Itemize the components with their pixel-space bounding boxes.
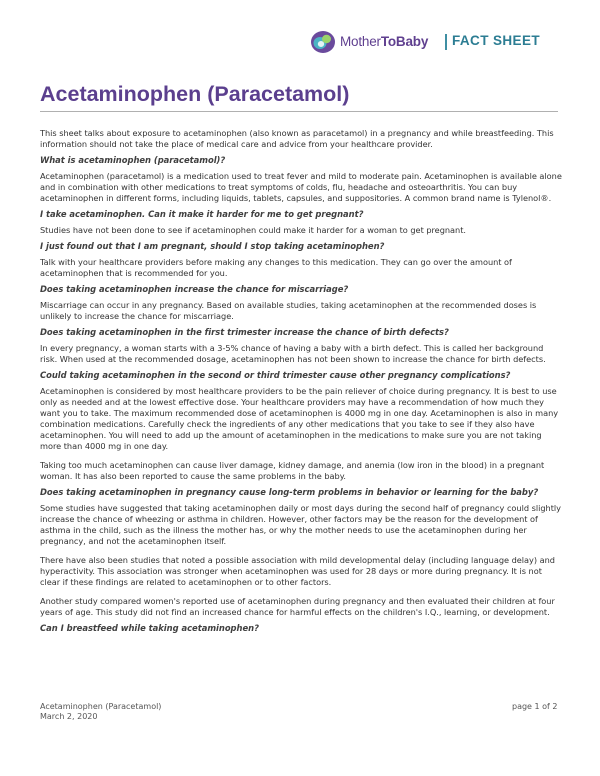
answer-fertility: Studies have not been done to see if acetaminophen could make it harder for a woman to get pregnant. bbox=[40, 225, 466, 235]
title-rule bbox=[40, 111, 558, 112]
answer-complications-1: Acetaminophen is considered by most healthcare providers to be the pain reliever of choice during pregnancy. It is best to use only as needed and at the lowest effective dose. Your healthcare providers may have a recommendation of how much they want you to take. The maximum recommended dose of acetaminophen is 4000 mg in one day. Acetaminophen is also in many combination medications. Carefully check the ingredients of any other medications that you take to see if they also have acetaminophen. You will need to add up the amount of acetaminophen in the medications to make sure you are not taking more than 4000 mg in one day. bbox=[40, 386, 559, 451]
answer-complications-2: Taking too much acetaminophen can cause liver damage, kidney damage, and anemia (low iron in the blood) in a pregnant woman. It has also been reported to cause the same problems in the baby. bbox=[40, 460, 545, 481]
answer-miscarriage: Miscarriage can occur in any pregnancy. Based on available studies, taking acetaminophen at the recommended doses is unlikely to increase the chance for miscarriage. bbox=[40, 300, 537, 321]
question-miscarriage: Does taking acetaminophen increase the chance for miscarriage? bbox=[40, 284, 349, 294]
brand-name: MotherToBaby bbox=[340, 34, 429, 49]
question-complications: Could taking acetaminophen in the second or third trimester cause other pregnancy complications? bbox=[40, 370, 511, 380]
footer-date: March 2, 2020 bbox=[40, 712, 98, 721]
doc-type-label: FACT SHEET bbox=[452, 33, 541, 48]
answer-birth-defects: In every pregnancy, a woman starts with a 3-5% chance of having a baby with a birth defect. This is called her background risk. When used at the recommended dosage, acetaminophen has not been shown to increase the chance for birth defects. bbox=[40, 343, 546, 364]
answer-what: Acetaminophen (paracetamol) is a medication used to treat fever and mild to moderate pain. Acetaminophen is available alone and in combination with other medications to treat symptoms of colds, flu, headache and osteoarthritis. You can buy acetaminophen in different forms, including liquids, tablets, capsules, and suppositories. A common brand name is Tylenol®. bbox=[40, 171, 562, 203]
question-breastfeed: Can I breastfeed while taking acetaminophen? bbox=[40, 623, 259, 633]
header-divider bbox=[445, 34, 447, 50]
answer-long-term-3: Another study compared women's reported use of acetaminophen during pregnancy and then evaluated their children at four years of age. This study did not find an increased chance for harmful effects on the children's I.Q., learning, or development. bbox=[40, 596, 555, 617]
intro-paragraph: This sheet talks about exposure to acetaminophen (also known as paracetamol) in a pregnancy and while breastfeeding. This information should not take the place of medical care and advice from your healthcare provider. bbox=[40, 128, 554, 149]
question-fertility: I take acetaminophen. Can it make it harder for me to get pregnant? bbox=[40, 209, 364, 219]
page-number: page 1 of 2 bbox=[512, 702, 558, 711]
question-stop: I just found out that I am pregnant, should I stop taking acetaminophen? bbox=[40, 241, 385, 251]
answer-stop: Talk with your healthcare providers before making any changes to this medication. They can go over the amount of acetaminophen that is recommended for you. bbox=[40, 257, 512, 278]
question-what: What is acetaminophen (paracetamol)? bbox=[40, 155, 226, 165]
question-birth-defects: Does taking acetaminophen in the first trimester increase the chance of birth defects? bbox=[40, 327, 449, 337]
footer-info bbox=[40, 702, 161, 722]
page-title: Acetaminophen (Paracetamol) bbox=[40, 82, 350, 106]
answer-long-term-1: Some studies have suggested that taking acetaminophen daily or most days during the second half of pregnancy could slightly increase the chance of wheezing or asthma in children. However, other factors may be the reason for the development of asthma in the child, such as the illness the mother has, or why the mother needs to use the acetaminophen during her pregnancy, and not the acetaminophen itself. bbox=[40, 503, 561, 546]
document-body bbox=[40, 128, 562, 639]
answer-long-term-2: There have also been studies that noted a possible association with mild developmental delay (including language delay) and hyperactivity. This association was stronger when acetaminophen was used for 28 days or more during pregnancy. It is not clear if these findings are related to acetaminophen or to other factors. bbox=[40, 555, 555, 587]
question-long-term: Does taking acetaminophen in pregnancy cause long-term problems in behavior or learning for the baby? bbox=[40, 487, 539, 497]
footer-doc-name: Acetaminophen (Paracetamol) bbox=[40, 702, 162, 711]
header bbox=[0, 28, 600, 56]
mothertobaby-logo-icon bbox=[310, 30, 336, 54]
